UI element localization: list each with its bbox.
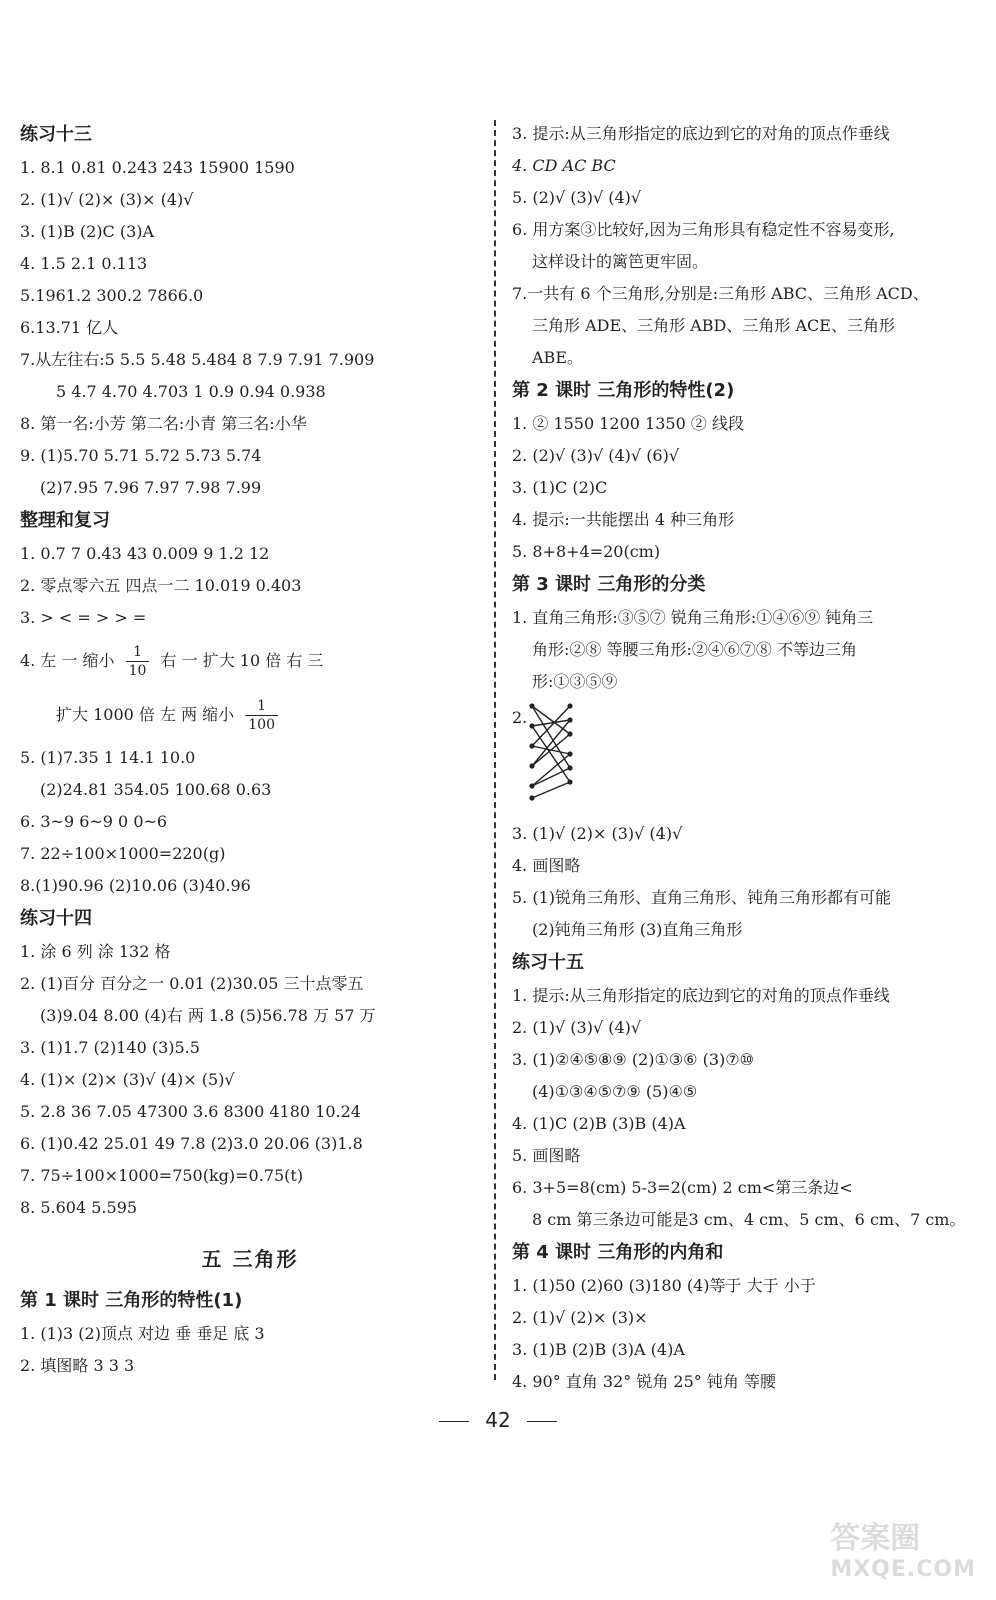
answer-line: 1. 涂 6 列 涂 132 格 <box>20 942 171 961</box>
text-segment: 扩大 1000 倍 左 两 缩小 <box>56 705 235 724</box>
section-title: 练习十三 <box>20 124 92 145</box>
answer-line: 4. (1)× (2)× (3)√ (4)× (5)√ <box>20 1070 235 1089</box>
answer-line: (4)①③④⑤⑦⑨ (5)④⑤ <box>532 1082 698 1101</box>
answer-line: 1. 8.1 0.81 0.243 243 15900 1590 <box>20 158 295 177</box>
answer-line: 4. (1)C (2)B (3)B (4)A <box>512 1114 686 1133</box>
answer-line: 3. (1)√ (2)× (3)√ (4)√ <box>512 824 683 843</box>
answer-line: 8. 第一名:小芳 第二名:小青 第三名:小华 <box>20 414 307 433</box>
answer-line: 5.1961.2 300.2 7866.0 <box>20 286 204 305</box>
denominator: 100 <box>248 717 275 733</box>
section-title: 第 3 课时 三角形的分类 <box>512 574 706 595</box>
answer-line: 4. 1.5 2.1 0.113 <box>20 254 148 273</box>
answer-line: 3. (1)B (2)B (3)A (4)A <box>512 1340 685 1359</box>
footer-dash <box>439 1421 469 1422</box>
answer-line: 5. 画图略 <box>512 1146 581 1165</box>
answer-line-fraction <box>20 634 480 688</box>
matching-lines-diagram <box>526 698 606 810</box>
answer-line: 5. 8+8+4=20(cm) <box>512 542 661 561</box>
matching-diagram-row <box>512 698 982 818</box>
section-title: 第 1 课时 三角形的特性(1) <box>20 1290 243 1311</box>
page-footer <box>0 1408 996 1432</box>
answer-line: 3. 提示:从三角形指定的底边到它的对角的顶点作垂线 <box>512 124 890 143</box>
left-column <box>20 118 480 1382</box>
numerator: 1 <box>245 697 278 716</box>
answer-line: 5. 2.8 36 7.05 47300 3.6 8300 4180 10.24 <box>20 1102 361 1121</box>
answer-line: 2. 零点零六五 四点一二 10.019 0.403 <box>20 576 302 595</box>
answer-line: 2. 填图略 3 3 3 <box>20 1356 135 1375</box>
section-title: 练习十四 <box>20 908 92 929</box>
answer-line: 3. (1)C (2)C <box>512 478 608 497</box>
watermark-text: 答案圈 <box>830 1521 921 1556</box>
answer-line: 形:①③⑤⑨ <box>532 672 618 691</box>
answer-line: 3. (1)B (2)C (3)A <box>20 222 155 241</box>
answer-line: (2)7.95 7.96 7.97 7.98 7.99 <box>40 478 262 497</box>
denominator: 10 <box>128 663 147 679</box>
text-segment: 4. 左 一 缩小 <box>20 651 115 670</box>
answer-line: 7.一共有 6 个三角形,分别是:三角形 ABC、三角形 ACD、 <box>512 284 929 303</box>
fraction <box>126 643 150 680</box>
page-number: 42 <box>485 1408 511 1432</box>
answer-line: 6. 3+5=8(cm) 5-3=2(cm) 2 cm<第三条边< <box>512 1178 853 1197</box>
answer-line: (2)钝角三角形 (3)直角三角形 <box>532 920 743 939</box>
column-divider <box>494 120 496 1380</box>
answer-line: 8.(1)90.96 (2)10.06 (3)40.96 <box>20 876 251 895</box>
answer-line: 1. 提示:从三角形指定的底边到它的对角的顶点作垂线 <box>512 986 890 1005</box>
answer-line: 8 cm 第三条边可能是3 cm、4 cm、5 cm、6 cm、7 cm。 <box>532 1210 966 1229</box>
answer-line: 4. 提示:一共能摆出 4 种三角形 <box>512 510 735 529</box>
section-title: 整理和复习 <box>20 510 110 531</box>
right-column <box>512 118 982 1398</box>
answer-line: 5. (2)√ (3)√ (4)√ <box>512 188 642 207</box>
answer-line: 2. (2)√ (3)√ (4)√ (6)√ <box>512 446 680 465</box>
answer-line: 1. 0.7 7 0.43 43 0.009 9 1.2 12 <box>20 544 270 563</box>
answer-line: 7. 75÷100×1000=750(kg)=0.75(t) <box>20 1166 304 1185</box>
answer-line: 3. > < = > > = <box>20 608 147 627</box>
watermark-url: MXQE.COM <box>830 1557 976 1582</box>
answer-line: 角形:②⑧ 等腰三角形:②④⑥⑦⑧ 不等边三角 <box>532 640 857 659</box>
answer-line: 3. (1)1.7 (2)140 (3)5.5 <box>20 1038 200 1057</box>
section-title: 第 4 课时 三角形的内角和 <box>512 1242 724 1263</box>
answer-line: 2. (1)√ (3)√ (4)√ <box>512 1018 642 1037</box>
answer-line: 6. (1)0.42 25.01 49 7.8 (2)3.0 20.06 (3)1.8 <box>20 1134 363 1153</box>
answer-line: (2)24.81 354.05 100.68 0.63 <box>40 780 272 799</box>
answer-line: 5. (1)7.35 1 14.1 10.0 <box>20 748 196 767</box>
answer-line: 9. (1)5.70 5.71 5.72 5.73 5.74 <box>20 446 262 465</box>
answer-line: 7.从左往右:5 5.5 5.48 5.484 8 7.9 7.91 7.909 <box>20 350 375 369</box>
answer-line: 4. 90° 直角 32° 锐角 25° 钝角 等腰 <box>512 1372 776 1391</box>
answer-line: 这样设计的篱笆更牢固。 <box>532 252 709 271</box>
question-number: 2. <box>512 708 528 727</box>
answer-line: ABE。 <box>532 348 583 367</box>
chapter-title: 五 三角形 <box>201 1247 299 1271</box>
answer-line: 2. (1)百分 百分之一 0.01 (2)30.05 三十点零五 <box>20 974 364 993</box>
answer-line: 1. (1)3 (2)顶点 对边 垂 垂足 底 3 <box>20 1324 265 1343</box>
answer-line: 5. (1)锐角三角形、直角三角形、钝角三角形都有可能 <box>512 888 892 907</box>
section-title: 练习十五 <box>512 952 584 973</box>
answer-line: 三角形 ADE、三角形 ABD、三角形 ACE、三角形 <box>532 316 895 335</box>
answer-line: 6.13.71 亿人 <box>20 318 119 337</box>
answer-line: 7. 22÷100×1000=220(g) <box>20 844 226 863</box>
answer-line: (3)9.04 8.00 (4)右 两 1.8 (5)56.78 万 57 万 <box>40 1006 376 1025</box>
answer-line: 4. 画图略 <box>512 856 581 875</box>
answer-line-fraction <box>20 688 480 742</box>
footer-dash <box>527 1421 557 1422</box>
answer-line: 4. CD AC BC <box>512 156 616 175</box>
numerator: 1 <box>126 643 150 662</box>
watermark <box>830 1513 976 1582</box>
fraction <box>245 697 278 734</box>
section-title: 第 2 课时 三角形的特性(2) <box>512 380 735 401</box>
answer-line: 2. (1)√ (2)× (3)× <box>512 1308 648 1327</box>
answer-line: 5 4.7 4.70 4.703 1 0.9 0.94 0.938 <box>56 382 326 401</box>
answer-line: 1. ② 1550 1200 1350 ② 线段 <box>512 414 744 433</box>
answer-line: 1. (1)50 (2)60 (3)180 (4)等于 大于 小于 <box>512 1276 816 1295</box>
answer-line: 6. 用方案③比较好,因为三角形具有稳定性不容易变形, <box>512 220 895 239</box>
answer-line: 8. 5.604 5.595 <box>20 1198 138 1217</box>
answer-line: 3. (1)②④⑤⑧⑨ (2)①③⑥ (3)⑦⑩ <box>512 1050 754 1069</box>
answer-line: 1. 直角三角形:③⑤⑦ 锐角三角形:①④⑥⑨ 钝角三 <box>512 608 874 627</box>
answer-line: 6. 3~9 6~9 0 0~6 <box>20 812 168 831</box>
text-segment: 右 一 扩大 10 倍 右 三 <box>160 651 324 670</box>
answer-line: 2. (1)√ (2)× (3)× (4)√ <box>20 190 194 209</box>
